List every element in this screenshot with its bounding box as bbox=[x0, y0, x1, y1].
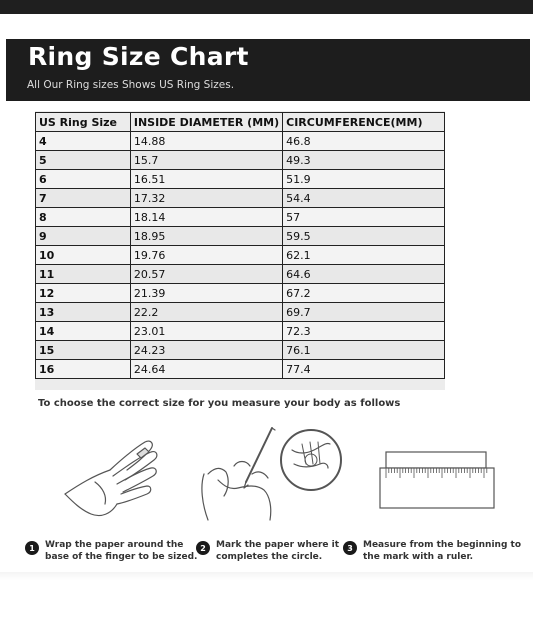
cell-inside-diameter: 24.64 bbox=[130, 360, 282, 379]
step-1-text bbox=[45, 539, 197, 563]
cell-circumference: 46.8 bbox=[283, 132, 445, 151]
step-1-number: 1 bbox=[25, 541, 39, 555]
ruler-icon bbox=[378, 450, 496, 512]
step-3 bbox=[343, 539, 521, 563]
cell-us-size: 12 bbox=[36, 284, 131, 303]
page-subtitle: All Our Ring sizes Shows US Ring Sizes. bbox=[27, 79, 235, 91]
table-row bbox=[36, 322, 445, 341]
cell-inside-diameter: 19.76 bbox=[130, 246, 282, 265]
cell-circumference: 54.4 bbox=[283, 189, 445, 208]
cell-inside-diameter: 15.7 bbox=[130, 151, 282, 170]
cell-circumference: 72.3 bbox=[283, 322, 445, 341]
page-title: Ring Size Chart bbox=[28, 42, 249, 71]
hand-wrap-icon bbox=[55, 432, 170, 532]
step-2 bbox=[196, 539, 339, 563]
cell-us-size: 6 bbox=[36, 170, 131, 189]
cell-us-size: 7 bbox=[36, 189, 131, 208]
table-row bbox=[36, 170, 445, 189]
step-1-line-2: base of the finger to be sized. bbox=[45, 552, 198, 562]
cell-us-size: 15 bbox=[36, 341, 131, 360]
cell-circumference: 69.7 bbox=[283, 303, 445, 322]
column-header-circumference: CIRCUMFERENCE(MM) bbox=[283, 113, 445, 132]
cell-inside-diameter: 18.14 bbox=[130, 208, 282, 227]
cell-inside-diameter: 23.01 bbox=[130, 322, 282, 341]
step-1 bbox=[25, 539, 197, 563]
table-row bbox=[36, 227, 445, 246]
pen-mark-icon bbox=[198, 424, 346, 532]
table-row bbox=[36, 246, 445, 265]
step-2-number: 2 bbox=[196, 541, 210, 555]
cell-inside-diameter: 24.23 bbox=[130, 341, 282, 360]
cell-circumference: 62.1 bbox=[283, 246, 445, 265]
ring-size-table-container bbox=[35, 111, 445, 390]
column-header-inside-diameter: INSIDE DIAMETER (MM) bbox=[130, 113, 282, 132]
cell-circumference: 64.6 bbox=[283, 265, 445, 284]
step-1-line-1: Wrap the paper around the bbox=[45, 540, 184, 550]
table-row bbox=[36, 284, 445, 303]
cell-inside-diameter: 14.88 bbox=[130, 132, 282, 151]
table-row bbox=[36, 341, 445, 360]
table-row bbox=[36, 360, 445, 379]
bottom-divider bbox=[0, 572, 533, 580]
cell-us-size: 4 bbox=[36, 132, 131, 151]
step-3-number: 3 bbox=[343, 541, 357, 555]
cell-us-size: 5 bbox=[36, 151, 131, 170]
instructions-text: To choose the correct size for you measure your body as follows bbox=[38, 398, 401, 409]
table-row bbox=[36, 189, 445, 208]
table-row bbox=[36, 132, 445, 151]
table-row bbox=[36, 265, 445, 284]
column-header-us-size: US Ring Size bbox=[36, 113, 131, 132]
cell-inside-diameter: 22.2 bbox=[130, 303, 282, 322]
cell-us-size: 9 bbox=[36, 227, 131, 246]
cell-us-size: 14 bbox=[36, 322, 131, 341]
step-2-line-1: Mark the paper where it bbox=[216, 540, 340, 550]
cell-circumference: 51.9 bbox=[283, 170, 445, 189]
cell-inside-diameter: 20.57 bbox=[130, 265, 282, 284]
cell-inside-diameter: 18.95 bbox=[130, 227, 282, 246]
cell-circumference: 49.3 bbox=[283, 151, 445, 170]
table-row bbox=[36, 303, 445, 322]
header-banner bbox=[6, 39, 530, 101]
cell-circumference: 67.2 bbox=[283, 284, 445, 303]
table-row bbox=[36, 208, 445, 227]
ring-size-table bbox=[35, 112, 445, 379]
cell-inside-diameter: 21.39 bbox=[130, 284, 282, 303]
cell-us-size: 13 bbox=[36, 303, 131, 322]
step-2-text bbox=[216, 539, 339, 563]
cell-us-size: 10 bbox=[36, 246, 131, 265]
cell-us-size: 16 bbox=[36, 360, 131, 379]
top-white-bar bbox=[6, 14, 533, 39]
cell-us-size: 8 bbox=[36, 208, 131, 227]
table-row bbox=[36, 151, 445, 170]
cell-inside-diameter: 16.51 bbox=[130, 170, 282, 189]
cell-us-size: 11 bbox=[36, 265, 131, 284]
top-strip bbox=[0, 0, 533, 14]
cell-inside-diameter: 17.32 bbox=[130, 189, 282, 208]
cell-circumference: 59.5 bbox=[283, 227, 445, 246]
step-3-line-2: the mark with a ruler. bbox=[363, 552, 474, 562]
step-2-line-2: completes the circle. bbox=[216, 552, 323, 562]
cell-circumference: 77.4 bbox=[283, 360, 445, 379]
table-header-row bbox=[36, 113, 445, 132]
cell-circumference: 57 bbox=[283, 208, 445, 227]
cell-circumference: 76.1 bbox=[283, 341, 445, 360]
step-3-text bbox=[363, 539, 521, 563]
step-3-line-1: Measure from the beginning to bbox=[363, 540, 522, 550]
